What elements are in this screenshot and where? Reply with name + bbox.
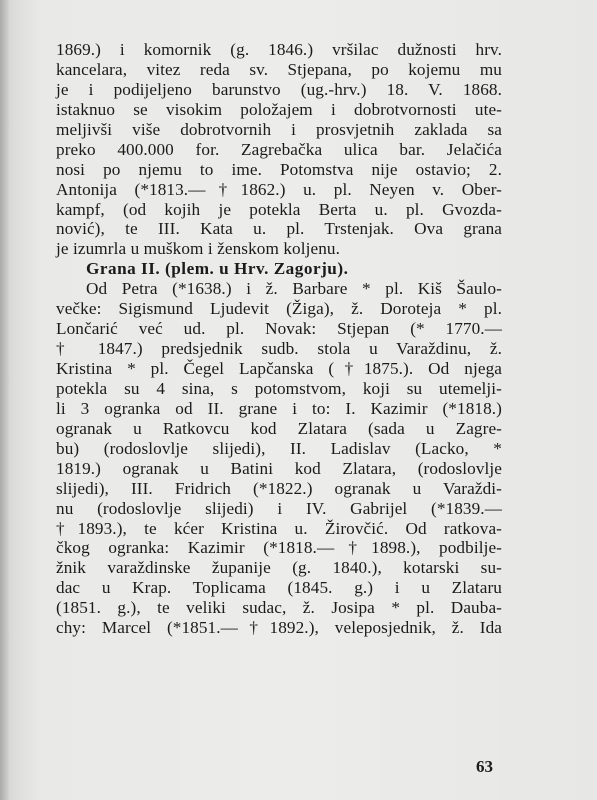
text-line: chy: Marcel (*1851.—†1892.), veleposjednik, ž. Ida — [56, 618, 502, 638]
text-line: ogranak u Ratkovcu kod Zlatara (sada u Zagre- — [56, 418, 502, 438]
text-line: li 3 ogranka od II. grane i to: I. Kazimir (*1818.) — [56, 398, 502, 418]
text-line: 1819.) ogranak u Batini kod Zlatara, (rodoslovlje — [56, 458, 502, 478]
text-line: potekla su 4 sina, s potomstvom, koji su utemelji- — [56, 378, 502, 398]
text-line: Od Petra (*1638.) i ž. Barbare * pl. Kiš Šaulo- — [86, 279, 502, 299]
text-line: kampf, (od kojih je potekla Berta u. pl. Gvozda- — [56, 199, 502, 219]
text-line: nu (rodoslovlje slijedi) i IV. Gabrijel (*1839.— — [56, 498, 502, 518]
section-heading: Grana II. (plem. u Hrv. Zagorju). — [86, 259, 349, 279]
text-line: kancelara, vitez reda sv. Stjepana, po kojemu mu — [56, 59, 502, 79]
text-line: nosi po njemu to ime. Potomstva nije ostavio; 2. — [56, 159, 502, 179]
text-line: bu) (rodoslovlje slijedi), II. Ladislav (Lacko, * — [56, 438, 502, 458]
text-line: žnik varaždinske županije (g. 1840.), kotarski su- — [56, 558, 502, 578]
text-line: je izumrla u muškom i ženskom koljenu. — [56, 239, 341, 259]
text-line: čkog ogranka: Kazimir (*1818.—†1898.), podbilje- — [56, 538, 502, 558]
text-line: Kristina * pl. Čegel Lapčanska (†1875.). Od njega — [56, 359, 502, 378]
text-line: † 1847.) predsjednik sudb. stola u Varaždinu, ž. — [56, 339, 502, 359]
text-line: meljivši više dobrotvornih i prosvjetnih zaklada sa — [56, 119, 502, 139]
text-line: Lončarić već ud. pl. Novak: Stjepan (* 1770.— — [56, 319, 502, 339]
text-line: (1851. g.), te veliki sudac, ž. Josipa * pl. Dauba- — [56, 598, 502, 618]
text-line: dac u Krap. Toplicama (1845. g.) i u Zlataru — [56, 578, 502, 598]
text-line: Antonija (*1813.—†1862.) u. pl. Neyen v. Ober- — [56, 179, 502, 199]
text-line: preko 400.000 for. Zagrebačka ulica bar. Jelačića — [56, 139, 502, 159]
text-line: istaknuo se visokim položajem i dobrotvornosti ute- — [56, 99, 502, 119]
text-line: večke: Sigismund Ljudevit (Žiga), ž. Doroteja * pl. — [56, 299, 502, 319]
text-line: je i podijeljeno barunstvo (ug.-hrv.) 18. V. 1868. — [56, 79, 502, 99]
text-line: slijedi), III. Fridrich (*1822.) ogranak u Varaždi- — [56, 478, 502, 498]
text-line: nović), te III. Kata u. pl. Trstenjak. Ova grana — [56, 219, 502, 239]
text-line: †1893.), te kćer Kristina u. Žirovčić. Od ratkova- — [56, 518, 502, 538]
page-number: 63 — [476, 757, 493, 776]
body-text — [56, 40, 502, 638]
gutter-shadow — [0, 0, 10, 800]
text-line: 1869.) i komornik (g. 1846.) vršilac dužnosti hrv. — [56, 40, 502, 59]
